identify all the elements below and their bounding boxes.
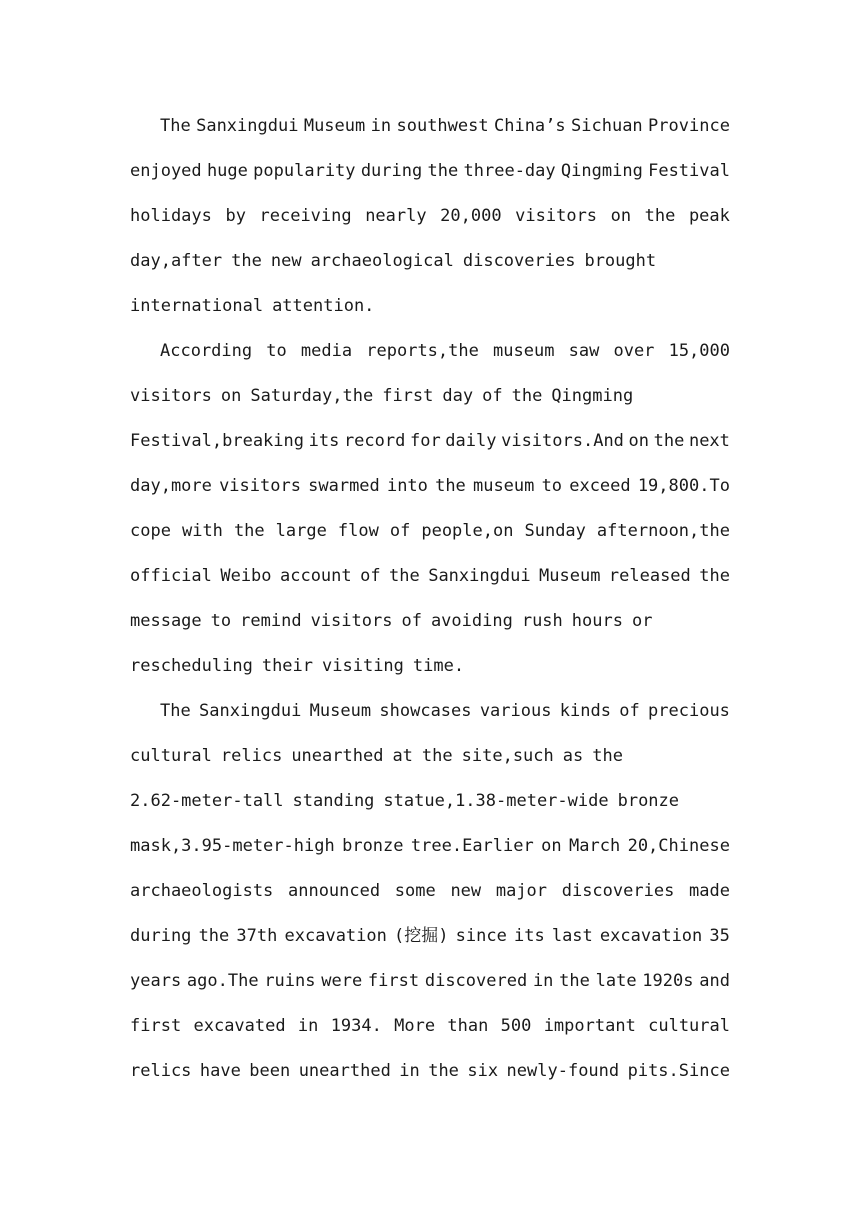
word: visitors [130, 386, 212, 406]
word: their [261, 656, 314, 676]
word: into [386, 476, 428, 496]
word: More [394, 1016, 436, 1036]
word: late [595, 971, 637, 991]
word: message [130, 611, 202, 631]
word: 1934. [330, 1016, 382, 1036]
word: Province [648, 116, 730, 136]
word: on [610, 206, 632, 226]
word: 19,800.To [637, 476, 730, 496]
word: visitors [219, 476, 301, 496]
word: Sanxingdui [196, 116, 299, 136]
word: the [231, 251, 262, 271]
word: showcases [379, 701, 472, 721]
word: or [631, 611, 653, 631]
word: cope [130, 521, 171, 541]
word: official [130, 566, 212, 586]
word: in [532, 971, 554, 991]
word: China’s [493, 116, 566, 136]
word: of [389, 521, 411, 541]
word: announced [287, 881, 381, 901]
word: major [495, 881, 548, 901]
text-line [130, 869, 730, 914]
word: day [442, 386, 474, 406]
word: six [467, 1061, 499, 1081]
word: the [511, 386, 543, 406]
word: the [421, 746, 453, 766]
word: precious [648, 701, 730, 721]
word: pits.Since [627, 1061, 730, 1081]
word: newly-found [506, 1061, 620, 1081]
text-line [130, 734, 730, 779]
word: huge [206, 161, 248, 181]
word: of [401, 611, 422, 631]
word: large [275, 521, 327, 541]
word: record [343, 431, 406, 451]
word: popularity [253, 161, 356, 181]
word: Weibo [220, 566, 272, 586]
word: first [130, 1016, 182, 1036]
word: of [619, 701, 640, 721]
word: as [562, 746, 584, 766]
word: excavated [193, 1016, 286, 1036]
word: afternoon,the [596, 521, 730, 541]
text-line [130, 554, 730, 599]
word: visiting [322, 656, 404, 676]
word: flow [337, 521, 379, 541]
word: peak [688, 206, 730, 226]
word: Festival [648, 161, 730, 181]
word: visitors [310, 611, 393, 631]
paragraph [130, 329, 730, 689]
word: holidays [130, 206, 212, 226]
word: in [297, 1016, 319, 1036]
word: Qingming [551, 386, 634, 406]
text-line [130, 104, 730, 149]
word: visitors.And [501, 431, 624, 451]
word: to [266, 341, 287, 361]
text-line [130, 284, 730, 329]
word: of [482, 386, 503, 406]
word: some [394, 881, 436, 901]
text-line [130, 644, 730, 689]
word: first [367, 971, 420, 991]
word: day,more [130, 476, 212, 496]
word: with [181, 521, 223, 541]
word: visitors [515, 206, 598, 226]
word: during [130, 926, 192, 946]
paragraph [130, 689, 730, 1094]
word: avoiding [430, 611, 513, 631]
word: remind [240, 611, 302, 631]
word: bronze [342, 836, 404, 856]
word: site,such [461, 746, 554, 766]
word: international [130, 296, 264, 316]
word: nearly [365, 206, 427, 226]
word: were [321, 971, 363, 991]
word: released [608, 566, 691, 586]
word: saw [568, 341, 600, 361]
text-line [130, 239, 730, 284]
word: unearthed [298, 1061, 391, 1081]
word: reports,the [366, 341, 479, 361]
word: relics [220, 746, 283, 766]
text-line [130, 464, 730, 509]
word: first [382, 386, 434, 406]
text-line [130, 419, 730, 464]
word: receiving [259, 206, 352, 226]
word: discoveries [561, 881, 675, 901]
word: last [551, 926, 593, 946]
word: than [447, 1016, 489, 1036]
word: media [300, 341, 353, 361]
word: its [308, 431, 340, 451]
word: since [455, 926, 507, 946]
word: the [559, 971, 590, 991]
article-body [130, 104, 730, 1094]
word: 2.62-meter-tall [130, 791, 284, 811]
word: statue,1.38-meter-wide [383, 791, 609, 811]
word: of [360, 566, 381, 586]
word: museum [472, 476, 535, 496]
word: cultural [648, 1016, 730, 1036]
word: archaeological [310, 251, 454, 271]
word: the [653, 431, 685, 451]
word: 37th [236, 926, 278, 946]
word: the [198, 926, 230, 946]
word: Museum [303, 116, 366, 136]
word: new [270, 251, 302, 271]
word: have [199, 1061, 241, 1081]
word: The [160, 116, 191, 136]
word: new [450, 881, 482, 901]
text-line [130, 194, 730, 239]
word: discovered [424, 971, 528, 991]
word: Sanxingdui [428, 566, 531, 586]
word: exceed [569, 476, 631, 496]
word: 20,000 [440, 206, 502, 226]
word: daily [445, 431, 497, 451]
word: on [628, 431, 650, 451]
word: the [644, 206, 676, 226]
word: the [592, 746, 623, 766]
word: museum [493, 341, 555, 361]
word: Museum [309, 701, 372, 721]
word: Sichuan [571, 116, 643, 136]
word: next [688, 431, 730, 451]
word: by [225, 206, 246, 226]
word: its [513, 926, 545, 946]
word: ago.The [186, 971, 259, 991]
word: Festival,breaking [130, 431, 304, 451]
word: 1920s [642, 971, 694, 991]
word: brought [584, 251, 657, 271]
word: discoveries [462, 251, 576, 271]
text-line [130, 824, 730, 869]
text-line [130, 914, 730, 959]
word: ruins [264, 971, 316, 991]
word: in [370, 116, 392, 136]
word: rescheduling [130, 656, 253, 676]
word: the [389, 566, 420, 586]
word: excavation [284, 926, 387, 946]
word: years [130, 971, 182, 991]
text-line [130, 329, 730, 374]
word: enjoyed [130, 161, 202, 181]
paragraph [130, 104, 730, 329]
word: the [699, 566, 730, 586]
word: to [210, 611, 232, 631]
word: unearthed [291, 746, 384, 766]
word: been [249, 1061, 291, 1081]
word: tree.Earlier [410, 836, 534, 856]
word: cultural [130, 746, 212, 766]
word: the [435, 476, 466, 496]
word: rush [521, 611, 563, 631]
word: Saturday,the [250, 386, 374, 406]
word: people,on [421, 521, 514, 541]
word: on [541, 836, 562, 856]
word: Museum [539, 566, 601, 586]
word: on [220, 386, 242, 406]
word: hours [571, 611, 623, 631]
word: during [360, 161, 423, 181]
word: the [233, 521, 265, 541]
word: relics [130, 1061, 192, 1081]
word: three-day [463, 161, 556, 181]
word: archaeologists [130, 881, 274, 901]
text-line [130, 509, 730, 554]
word: Qingming [560, 161, 643, 181]
word: for [409, 431, 441, 451]
word: the [427, 161, 459, 181]
word: account [279, 566, 352, 586]
text-line [130, 599, 730, 644]
text-line [130, 959, 730, 1004]
word: day,after [130, 251, 223, 271]
word: swarmed [308, 476, 380, 496]
word: excavation [599, 926, 703, 946]
word: the [428, 1061, 459, 1081]
word: Sunday [524, 521, 586, 541]
text-line [130, 374, 730, 419]
word: (挖掘) [394, 926, 449, 946]
word: southwest [396, 116, 489, 136]
text-line [130, 689, 730, 734]
word: According [160, 341, 253, 361]
word: important [543, 1016, 636, 1036]
word: bronze [617, 791, 680, 811]
word: made [689, 881, 730, 901]
word: various [479, 701, 552, 721]
word: at [392, 746, 413, 766]
word: over [613, 341, 655, 361]
word: attention. [272, 296, 375, 316]
word: The [160, 701, 191, 721]
text-line [130, 149, 730, 194]
word: in [399, 1061, 420, 1081]
text-line [130, 1049, 730, 1094]
word: and [699, 971, 730, 991]
word: 15,000 [668, 341, 730, 361]
text-line [130, 1004, 730, 1049]
word: Sanxingdui [199, 701, 302, 721]
text-line [130, 779, 730, 824]
word: mask,3.95-meter-high [130, 836, 335, 856]
word: kinds [559, 701, 611, 721]
word: standing [292, 791, 375, 811]
word: 20,Chinese [627, 836, 730, 856]
word: time. [412, 656, 465, 676]
word: March [569, 836, 621, 856]
word: 500 [500, 1016, 532, 1036]
word: to [541, 476, 563, 496]
word: 35 [709, 926, 730, 946]
